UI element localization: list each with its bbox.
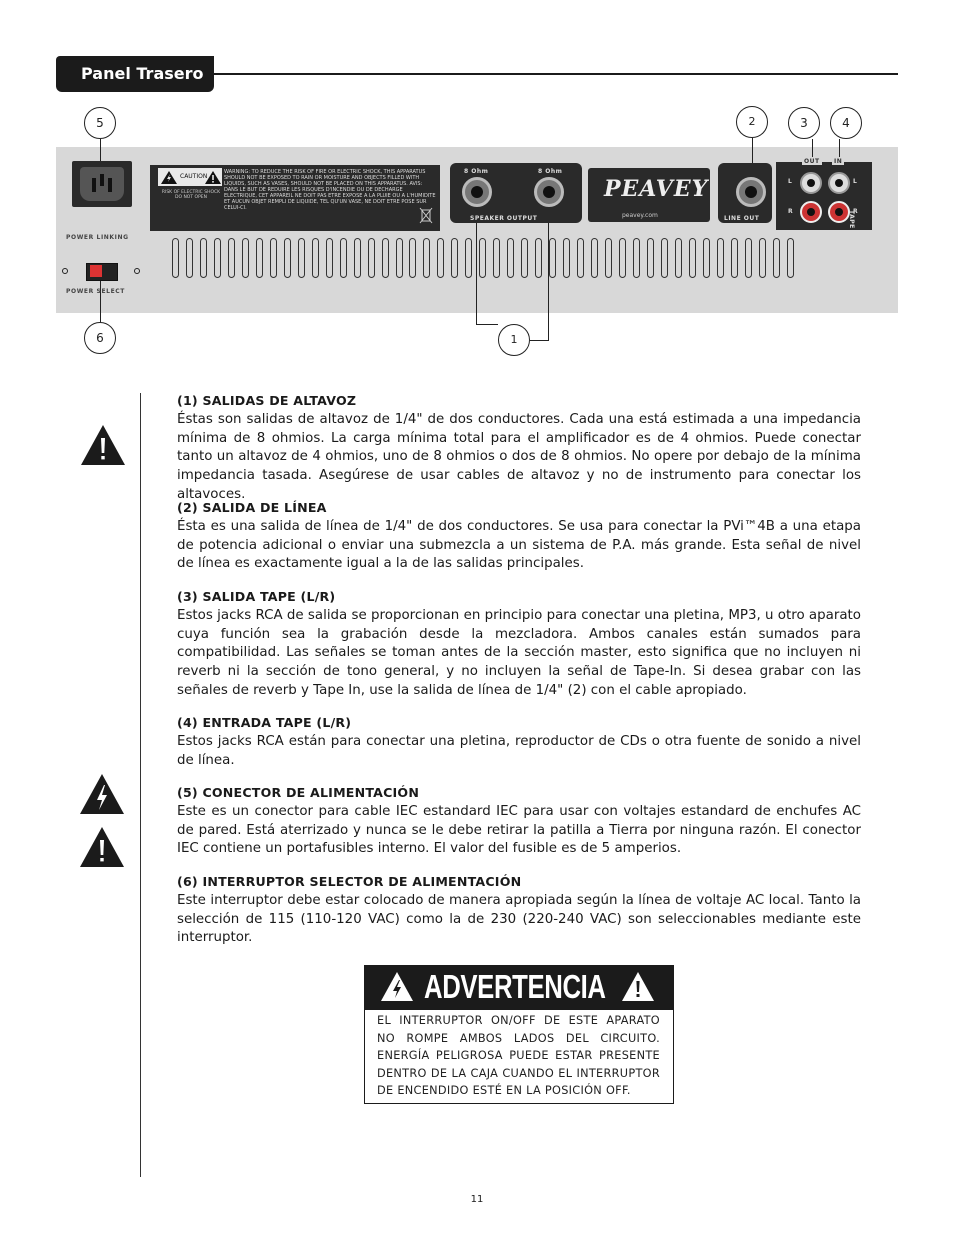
shock-warning-text: RISK OF ELECTRIC SHOCK DO NOT OPEN <box>161 190 221 200</box>
callout-5-lead <box>100 139 101 161</box>
vent-slot <box>326 238 333 278</box>
vent-slot <box>214 238 221 278</box>
peavey-logo: PEAVEY <box>604 176 709 202</box>
vent-slot <box>284 238 291 278</box>
tape-out-label: OUT <box>804 158 820 165</box>
iec-pin-right <box>108 178 112 192</box>
vent-slot <box>256 238 263 278</box>
tape-in-left-core <box>835 179 843 187</box>
section-text: Éstas son salidas de altavoz de 1/4" de dos conductores. Cada una está estimada a una impedancia mínima de 8 ohmios. La carga mínima total para el amplificador es de 4 ohmios. Puede conectar tanto un altavoz de 4 ohmios, uno de 8 ohmios o dos de 8 ohmios. No opere por debajo de la mínima impedancia tasada. Asegúrese de usar cables de altavoz y no de instrumento para conectar los altavoces. <box>177 411 861 502</box>
callout-1: 1 <box>498 324 530 356</box>
tape-in-right-core <box>835 208 843 216</box>
exclamation-warning-icon-2 <box>79 826 125 868</box>
vent-slot <box>633 238 640 278</box>
vent-slot <box>228 238 235 278</box>
tape-plate <box>776 162 872 230</box>
vent-slot <box>382 238 389 278</box>
power-select-label: POWER SELECT <box>66 288 125 295</box>
vent-slot <box>465 238 472 278</box>
section-tape-in <box>177 714 861 770</box>
vent-slot <box>717 238 724 278</box>
vent-slot <box>354 238 361 278</box>
callout-6: 6 <box>84 322 116 354</box>
section-tape-out <box>177 588 861 701</box>
line-out-label: LINE OUT <box>724 215 760 222</box>
speaker-output-jack-1-core <box>471 186 483 198</box>
section-text: Estos jacks RCA de salida se proporcionan en principio para conectar una pletina, MP3, u otro aparato cuya función sea la grabación desde la mezcladora. Ambos canales están sumados para compatibilidad. Las señales se toman antes de la sección master, esto significa que no incluyen ni reverb ni la sección de tono general, y no incluyen la señal de Tape-In. Si desea grabar con las señales de reverb y Tape In, use la salida de línea de 1/4" (2) con el cable apropiado. <box>177 607 861 698</box>
callout-2: 2 <box>736 106 768 138</box>
speaker-output-jack-2-core <box>543 186 555 198</box>
vent-slot <box>270 238 277 278</box>
vent-slot <box>312 238 319 278</box>
section-speaker-outputs <box>177 392 861 505</box>
tape-out-left-core <box>807 179 815 187</box>
section-title: (5) CONECTOR DE ALIMENTACIÓN <box>177 785 420 800</box>
vent-slot <box>563 238 570 278</box>
indicator-dot-left <box>62 268 68 274</box>
vent-slot <box>619 238 626 278</box>
vent-slot <box>298 238 305 278</box>
tape-right-label: R <box>788 208 794 215</box>
callout-4-lead <box>839 139 840 157</box>
vent-slot <box>479 238 486 278</box>
vent-slot <box>423 238 430 278</box>
vent-slot <box>396 238 403 278</box>
vent-slot <box>703 238 710 278</box>
tape-vertical-label: TAPE <box>848 210 855 229</box>
line-out-jack-core <box>745 186 757 198</box>
indicator-dot-right <box>134 268 140 274</box>
speaker-right-ohm-label: 8 Ohm <box>538 168 563 175</box>
vent-slot <box>591 238 598 278</box>
power-linking-label: POWER LINKING <box>66 234 129 241</box>
shock-triangle-icon <box>160 170 178 185</box>
warning-text-en: WARNING: TO REDUCE THE RISK OF FIRE OR ELECTRIC SHOCK, THIS APPARATUS SHOULD NOT BE EXPOSED TO RAIN OR MOISTURE AND OBJECTS FILLED WITH LIQUIDS, SUCH AS VASES, SHOULD NOT BE PLACED ON THIS APPARATUS. <box>224 169 426 187</box>
lightning-warning-icon <box>79 773 125 815</box>
section-text: Este es un conector para cable IEC estandard IEC para usar con voltajes estandard de enchufes AC de pared. Está aterrizado y nunca se le debe retirar la patilla a Tierra por ninguna razón. El conector IEC contiene un portafusibles interno. El valor del fusible es de 5 amperios. <box>177 803 861 857</box>
vent-slots <box>172 238 794 280</box>
vent-slot <box>675 238 682 278</box>
warning-text <box>224 169 436 211</box>
tape-in-label: IN <box>834 158 843 165</box>
vent-slot <box>340 238 347 278</box>
vent-slot <box>787 238 794 278</box>
page-number: 11 <box>470 1194 484 1205</box>
section-line-out <box>177 499 861 574</box>
brand-url: peavey.com <box>622 212 658 219</box>
section-tab: Panel Trasero <box>56 56 214 92</box>
callout-3: 3 <box>788 107 820 139</box>
vent-slot <box>577 238 584 278</box>
section-text: Estos jacks RCA están para conectar una pletina, reproductor de CDs o otra fuente de sonido a nivel de línea. <box>177 733 861 768</box>
vent-slot <box>437 238 444 278</box>
vent-slot <box>731 238 738 278</box>
callout-3-lead <box>812 139 813 157</box>
exclamation-triangle-icon <box>204 170 222 185</box>
vent-slot <box>745 238 752 278</box>
tape-left-label: L <box>788 178 793 185</box>
section-power-connector <box>177 784 861 859</box>
section-title: (4) ENTRADA TAPE (L/R) <box>177 715 352 730</box>
vent-slot <box>773 238 780 278</box>
section-title: (1) SALIDAS DE ALTAVOZ <box>177 393 357 408</box>
callout-1-lead-h1 <box>476 324 498 325</box>
tape-in-right-label: R <box>853 208 859 215</box>
iec-pin-left <box>92 178 96 192</box>
speaker-output-label: SPEAKER OUTPUT <box>470 215 538 222</box>
section-title: (2) SALIDA DE LÍNEA <box>177 500 327 515</box>
section-text: Este interruptor debe estar colocado de manera apropiada según la línea de voltaje AC local. Tanto la selección de 115 (110-120 VAC) como la de 230 (220-240 VAC) son seleccionables mediante este interruptor. <box>177 892 861 946</box>
advertencia-title: ADVERTENCIA <box>424 968 606 1005</box>
exclamation-warning-icon <box>80 424 126 466</box>
section-title: (3) SALIDA TAPE (L/R) <box>177 589 336 604</box>
vent-slot <box>409 238 416 278</box>
lightning-triangle-icon <box>380 971 414 1002</box>
vent-slot <box>661 238 668 278</box>
callout-4: 4 <box>830 107 862 139</box>
iec-pin-center <box>100 174 104 186</box>
vent-slot <box>507 238 514 278</box>
vent-slot <box>759 238 766 278</box>
exclamation-triangle-icon-white <box>621 971 655 1002</box>
advertencia-text: EL INTERRUPTOR ON/OFF DE ESTE APARATO NO ROMPE AMBOS LADOS DEL CIRCUITO. ENERGÍA PELIGROSA PUEDE ESTAR PRESENTE DENTRO DE LA CAJA CUANDO EL INTERRUPTOR DE ENCENDIDO ESTÉ EN LA POSICIÓN OFF. <box>377 1014 660 1098</box>
callout-6-lead <box>100 279 101 322</box>
vent-slot <box>535 238 542 278</box>
callout-1-lead-h2 <box>530 340 549 341</box>
section-title: (6) INTERRUPTOR SELECTOR DE ALIMENTACIÓN <box>177 874 522 889</box>
caution-label: CAUTION <box>158 168 222 186</box>
vent-slot <box>451 238 458 278</box>
vent-slot <box>186 238 193 278</box>
vent-slot <box>647 238 654 278</box>
section-power-select <box>177 873 861 948</box>
section-text: Ésta es una salida de línea de 1/4" de dos conductores. Se usa para conectar la PVi™4B a una etapa de potencia adicional o enviar una submezcla a un sistema de P.A. más grande. Esta señal de nivel de línea es exactamente igual a la de las salidas principales. <box>177 518 861 572</box>
weee-bin-icon <box>419 206 433 226</box>
warning-text-fr: AVIS: DANS LE BUT DE REDUIRE LES RISQUES D'INCENDIE OU DE DECHARGE ELECTRIQUE, CET APPAREIL NE DOIT PAS ETRE EXPOSE A LA PLUIE OU A L'HUMIDITE ET AUCUN OBJET REMPLI DE LIQUIDE, TEL QU'UN VASE, NE DOIT ETRE POSE SUR CELUI-CI. <box>224 181 436 211</box>
vent-slot <box>549 238 556 278</box>
tape-out-right-core <box>807 208 815 216</box>
callout-5: 5 <box>84 107 116 139</box>
margin-rule <box>140 393 141 1177</box>
vent-slot <box>521 238 528 278</box>
vent-slot <box>200 238 207 278</box>
vent-slot <box>689 238 696 278</box>
speaker-left-ohm-label: 8 Ohm <box>464 168 489 175</box>
vent-slot <box>368 238 375 278</box>
vent-slot <box>493 238 500 278</box>
vent-slot <box>242 238 249 278</box>
tape-in-left-label: L <box>853 178 858 185</box>
header-rule <box>214 73 898 75</box>
power-select-switch-actuator <box>90 265 102 277</box>
vent-slot <box>605 238 612 278</box>
vent-slot <box>172 238 179 278</box>
